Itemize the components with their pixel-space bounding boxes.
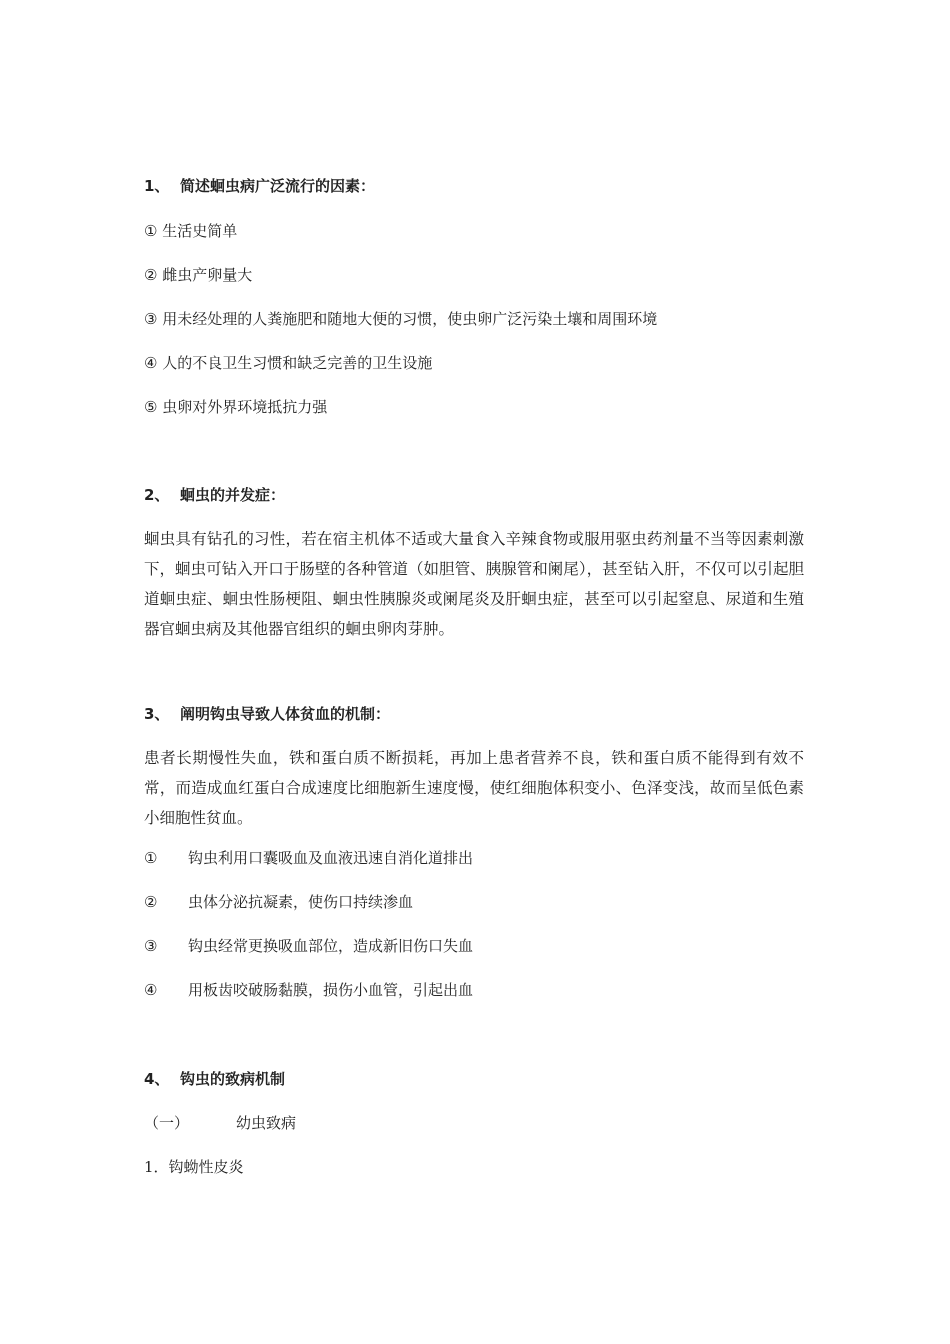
list-item [144,308,657,329]
item-text: 虫体分泌抗凝素，使伤口持续渗血 [188,893,414,911]
list-item [144,891,413,912]
sub-heading-marker: （一） [144,1114,190,1132]
section-title: 蛔虫的并发症： [180,486,286,504]
item-marker: ② [144,266,158,284]
section-number: 2、 [144,486,170,504]
item-text: 虫卵对外界环境抵抗力强 [162,398,328,416]
item-text: 钩虫经常更换吸血部位，造成新旧伤口失血 [188,937,474,955]
item-text: 生活史简单 [162,222,238,240]
item-marker: ② [144,893,158,911]
sub-heading [144,1112,296,1133]
item-marker: ③ [144,937,158,955]
list-item [144,979,473,1000]
sub-item-marker: 1． [144,1158,169,1176]
item-text: 钩虫利用口囊吸血及血液迅速自消化道排出 [188,849,474,867]
list-item [144,352,432,373]
sub-item-text: 钩蚴性皮炎 [168,1158,244,1176]
section-number: 1、 [144,177,170,195]
sub-item [144,1156,244,1177]
item-text: 用未经处理的人粪施肥和随地大便的习惯，使虫卵广泛污染土壤和周围环境 [162,310,658,328]
item-marker: ④ [144,981,158,999]
item-text: 雌虫产卵量大 [162,266,253,284]
item-marker: ③ [144,310,158,328]
item-marker: ⑤ [144,398,158,416]
item-text: 用板齿咬破肠黏膜，损伤小血管，引起出血 [188,981,474,999]
section-title: 钩虫的致病机制 [180,1070,286,1088]
section-number: 4、 [144,1070,170,1088]
item-text: 人的不良卫生习惯和缺乏完善的卫生设施 [162,354,433,372]
section-3-paragraph: 患者长期慢性失血，铁和蛋白质不断损耗，再加上患者营养不良，铁和蛋白质不能得到有效不常，而造成血红蛋白合成速度比细胞新生速度慢，使红细胞体积变小、色泽变浅，故而呈低色素小细胞性贫血。 [144,749,804,827]
list-item [144,935,473,956]
section-title: 阐明钩虫导致人体贫血的机制： [180,705,391,723]
section-number: 3、 [144,705,170,723]
section-1-heading [144,175,375,196]
item-marker: ④ [144,354,158,372]
item-marker: ① [144,222,158,240]
list-item [144,396,327,417]
section-2-heading [144,484,285,505]
list-item [144,847,473,868]
section-title: 简述蛔虫病广泛流行的因素： [180,177,376,195]
list-item [144,220,237,241]
sub-heading-text: 幼虫致病 [236,1114,297,1132]
section-3-heading [144,703,390,724]
section-4-heading [144,1068,285,1089]
list-item [144,264,252,285]
section-2-paragraph: 蛔虫具有钻孔的习性，若在宿主机体不适或大量食入辛辣食物或服用驱虫药剂量不当等因素刺激下，蛔虫可钻入开口于肠壁的各种管道（如胆管、胰腺管和阑尾），甚至钻入肝，不仅可以引起胆道蛔虫症、蛔虫性肠梗阻、蛔虫性胰腺炎或阑尾炎及肝蛔虫症，甚至可以引起窒息、尿道和生殖器官蛔虫病及其他器官组织的蛔虫卵肉芽肿。 [144,530,804,638]
item-marker: ① [144,849,158,867]
